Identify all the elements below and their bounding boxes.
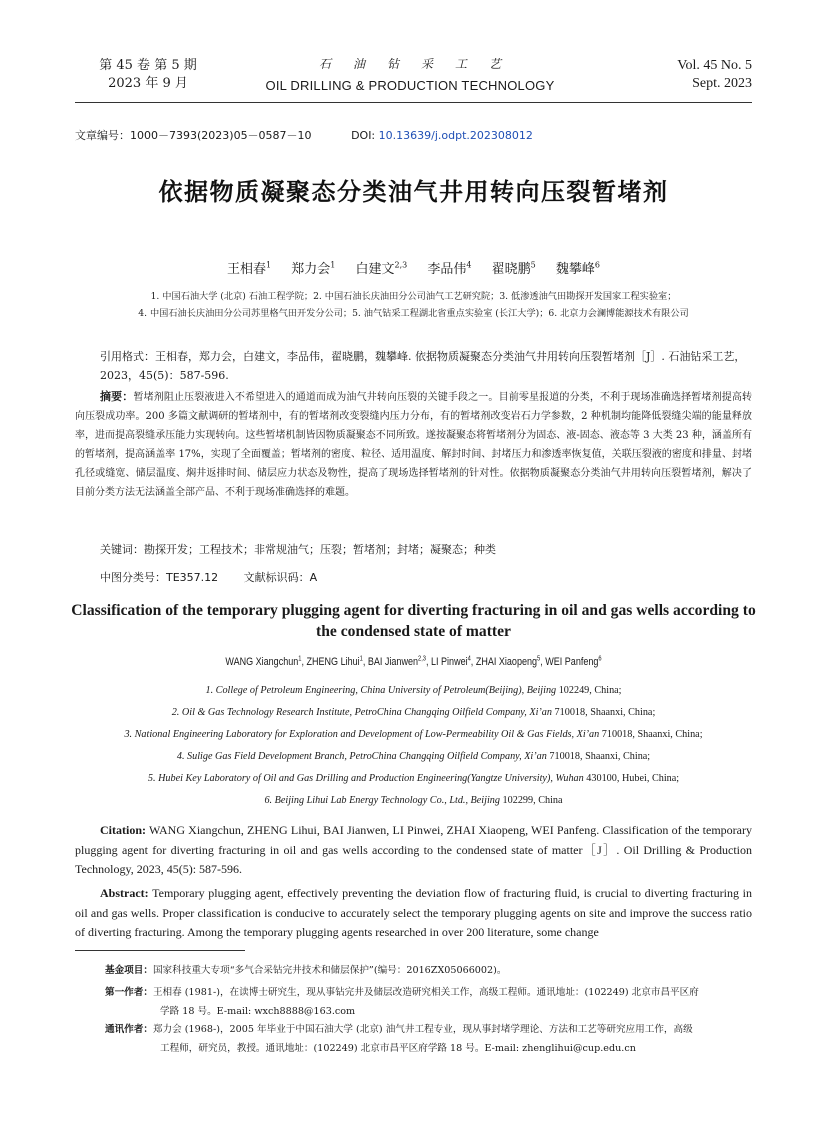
abstract-cn <box>75 387 752 502</box>
author-list-en <box>74 655 752 668</box>
author-en: LI Pinwei$^4$, <box>431 655 476 668</box>
affiliation-en-line: 3. National Engineering Laboratory for Exploration and Development of Low-Permeability Oil & Gas Fields, Xi’an 710018, Shaanxi, China; <box>124 729 703 740</box>
journal-name-cn: 石油钻采工艺 <box>318 57 523 71</box>
author-cn: 魏攀峰$^6$ <box>555 260 600 277</box>
volume-cn: 第 45 卷 第 5 期 <box>99 58 197 73</box>
issue-info-en <box>650 57 752 93</box>
date-en: Sept. 2023 <box>692 76 752 91</box>
footnote-corresponding-author <box>105 1020 757 1058</box>
affiliation-en-line: 6. Beijing Lihui Lab Energy Technology Co., Ltd., Beijing 102299, China <box>264 795 563 806</box>
doc-code-value: A <box>309 571 318 584</box>
clc-label: 中图分类号： <box>100 571 166 584</box>
author-en: WEI Panfeng$^6$ <box>545 655 602 668</box>
author-en: ZHENG Lihui$^1$, <box>306 655 368 668</box>
article-number-label: 文章编号： <box>75 129 130 142</box>
paper-title-en: Classification of the temporary plugging agent for diverting fracturing in oil and gas wells according to the condensed state of matter <box>71 602 756 640</box>
journal-name-en: OIL DRILLING & PRODUCTION TECHNOLOGY <box>265 78 555 93</box>
author-en: BAI Jianwen$^{2,3}$, <box>367 655 432 668</box>
citation-cn-label: 引用格式： <box>100 350 155 363</box>
affiliation-en-line: 2. Oil & Gas Technology Research Institute, PetroChina Changqing Oilfield Company, Xi’an 710018, Shaanxi, China; <box>171 707 656 718</box>
funding-text: 国家科技重大专项“多气合采钻完井技术和储层保护”(编号：2016ZX05066002)。 <box>152 965 507 976</box>
keywords-cn <box>100 541 496 557</box>
issue-info-cn <box>88 57 208 93</box>
author-cn: 王相春$^1$ <box>227 260 272 277</box>
corresponding-author-text-cont: 工程师，研究员，教授。通讯地址：(102249) 北京市昌平区府学路 18 号。E-mail: zhenglihui@cup.edu.cn <box>160 1043 636 1054</box>
citation-cn-text: 王相春，郑力会，白建文，李品伟，翟晓鹏，魏攀峰. 依据物质凝聚态分类油气井用转向压裂暂堵剂［J］. 石油钻采工艺，2023，45(5)：587-596. <box>100 350 746 382</box>
corresponding-author-text: 郑力会 (1968-)，2005 年毕业于中国石油大学 (北京) 油气井工程专业，现从事封堵学理论、方法和工艺等研究应用工作，高级 <box>152 1024 693 1035</box>
header-rule <box>75 102 752 103</box>
affiliation-en-line: 5. Hubei Key Laboratory of Oil and Gas Drilling and Production Engineering(Yangtze University), Wuhan 430100, Hubei, China; <box>147 773 680 784</box>
abstract-en <box>75 884 752 943</box>
funding-label: 基金项目： <box>105 965 153 976</box>
first-author-text: 王相春 (1981-)，在读博士研究生，现从事钻完井及储层改造研究相关工作，高级工程师。通讯地址：(102249) 北京市昌平区府 <box>152 987 699 998</box>
citation-en-label: Citation: <box>100 823 146 837</box>
affiliation-cn-line: 4. 中国石油长庆油田分公司苏里格气田开发分公司；5. 油气钻采工程湖北省重点实验室 (长江大学)；6. 北京力会澜博能源技术有限公司 <box>138 308 689 319</box>
abstract-cn-text: 暂堵剂阻止压裂液进入不希望进入的通道而成为油气井转向压裂的关键手段之一。目前零星报道的分类，不利于现场准确选择暂堵剂提高转向压裂成功率。200 多篇文献调研的暂堵剂中，有的暂堵剂改变裂缝内压力分布，有的暂堵剂改变岩石力学参数，2 种机制均能降低裂缝尖端的能量释放率，进而提高裂缝承压能力实现转向。这些暂堵机制皆因物质凝聚态不同所致。遂按凝聚态将暂堵剂分为固态、液-固态、液态等 3 大类 23 种，涵盖所有的暂堵剂，提高涵盖率 17%，实现了全面覆盖；暂堵剂的密度、粒径、适用温度、解封时间、封堵压力和渗透率恢复值，关联压裂液的密度和排量、封堵孔径或缝宽、储层温度、焖井返排时间、储层应力状态及物性，提高了现场选择暂堵剂的针对性。依据物质凝聚态分类油气井用转向压裂暂堵剂，解决了目前分类方法无法涵盖全部产品、不利于现场准确选择的难题。 <box>75 392 753 498</box>
abstract-cn-label: 摘要： <box>100 390 134 403</box>
abstract-en-text: Temporary plugging agent, effectively preventing the deviation flow of fracturing fluid, is crucial to diverting fracturing in oil and gas wells. Proper classification is conducive to accurately select the temporary plugging agents on site and improve the success ratio of diverting fracturing. Among the temporary plugging agents researched in over 200 literature, some change <box>75 886 752 939</box>
volume-en: Vol. 45 No. 5 <box>677 58 752 73</box>
author-list-cn <box>0 258 827 277</box>
doi-label: DOI: <box>351 129 379 142</box>
footnote-funding <box>105 961 757 980</box>
journal-name <box>230 55 590 95</box>
affiliation-en-line: 4. Sulige Gas Field Development Branch, PetroChina Changqing Oilfield Company, Xi’an 710018, Shaanxi, China; <box>176 751 651 762</box>
article-number-value: 1000－7393(2023)05－0587－10 <box>130 129 312 142</box>
doi-link[interactable]: 10.13639/j.odpt.202308012 <box>378 129 533 142</box>
author-cn: 李品伟$^4$ <box>427 260 472 277</box>
author-cn: 翟晓鹏$^5$ <box>491 260 536 277</box>
date-cn: 2023 年 9 月 <box>108 76 188 91</box>
citation-en <box>75 821 752 880</box>
keywords-cn-label: 关键词： <box>100 543 144 556</box>
footnote-rule <box>75 950 245 951</box>
article-number-line <box>75 127 533 143</box>
affiliation-en-line: 1. College of Petroleum Engineering, China University of Petroleum(Beijing), Beijing 102249, China; <box>205 685 622 696</box>
doc-code-label: 文献标识码： <box>243 571 310 584</box>
first-author-label: 第一作者： <box>105 987 153 998</box>
footnote-first-author <box>105 983 757 1021</box>
paper-title-cn: 依据物质凝聚态分类油气井用转向压裂暂堵剂 <box>158 178 669 206</box>
corresponding-author-label: 通讯作者： <box>105 1024 153 1035</box>
affiliation-cn-line: 1. 中国石油大学 (北京) 石油工程学院；2. 中国石油长庆油田分公司油气工艺研究院；3. 低渗透油气田勘探开发国家工程实验室； <box>150 291 677 302</box>
clc-value: TE357.12 <box>166 571 219 584</box>
author-en: ZHAI Xiaopeng$^5$, <box>475 655 546 668</box>
classification-line <box>100 569 317 585</box>
author-en: WANG Xiangchun$^1$, <box>225 655 307 668</box>
author-cn: 郑力会$^1$ <box>291 260 336 277</box>
citation-en-text: WANG Xiangchun, ZHENG Lihui, BAI Jianwen, LI Pinwei, ZHAI Xiaopeng, WEI Panfeng. Classification of the temporary plugging agent for diverting fracturing in oil and gas wells according to the condensed state of matter［J］. Oil Drilling & Production Technology, 2023, 45(5): 587-596. <box>75 823 752 876</box>
abstract-en-label: Abstract: <box>100 886 149 900</box>
first-author-text-cont: 学路 18 号。E-mail: wxch8888@163.com <box>160 1006 356 1017</box>
keywords-cn-text: 勘探开发；工程技术；非常规油气；压裂；暂堵剂；封堵；凝聚态；种类 <box>144 543 496 556</box>
citation-cn <box>100 347 752 385</box>
author-cn: 白建文$^{2,3}$ <box>355 260 408 277</box>
